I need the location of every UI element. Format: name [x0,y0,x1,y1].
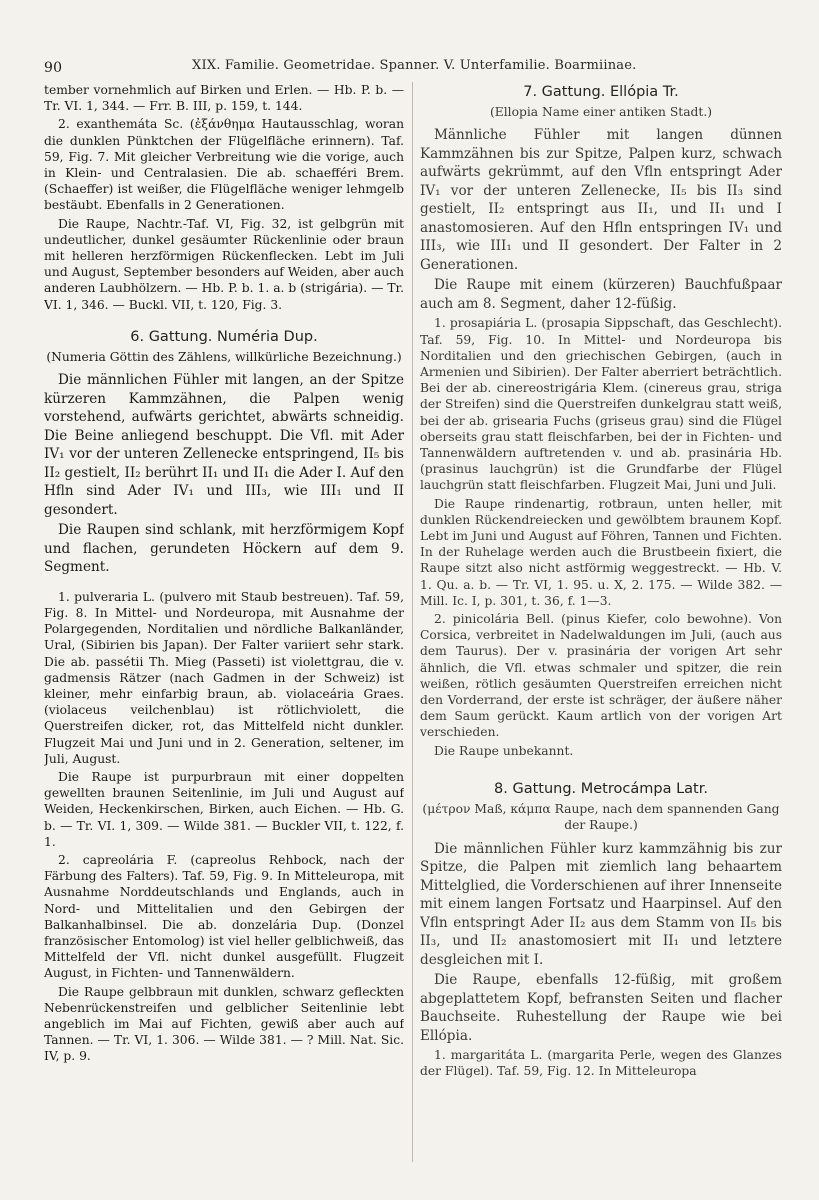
page-header [44,56,749,78]
paragraph: Die Raupe, Nachtr.-Taf. VI, Fig. 32, ist gelbgrün mit undeutlicher, dunkel gesäumter Rückenlinie oder braun mit helleren herzförmigen Rückenflecken. Lebt im Juli und August, September besonders auf Weiden, aber auch anderen Laubhölzern. — Hb. P. b. 1. a. b (strigária). — Tr. VI. 1, 346. — Buckl. VII, t. 120, Fig. 3. [44,216,404,312]
species-entry: 2. pinicolária Bell. (pinus Kiefer, colo bewohne). Von Corsica, verbreitet in Nadelwaldungen im Juli, (auch aus dem Taurus). Der v. prasinária der vorigen Art sehr ähnlich, die Vfl. etwas schmaler und spitzer, die rein weißen, rötlich gesäumten Querstreifen erreichen nicht den Vorderrand, der erste ist schräger, der äußere näher dem Saum gerückt. Kaum artlich von der vorigen Art verschieden. [420,612,782,740]
paragraph: Die Raupe, ebenfalls 12-füßig, mit großem abgeplattetem Kopf, befransten Seiten und flacher Bauchseite. Ruhestellung der Raupe wie bei Ellópia. [420,972,782,1044]
left-column [44,82,404,1162]
genus-heading: 7. Gattung. Ellópia Tr. [523,84,679,100]
species-entry: 1. pulveraria L. (pulvero mit Staub bestreuen). Taf. 59, Fig. 8. In Mittel- und Nordeuropa, mit Ausnahme der Polargegenden, Norditalien und nördliche Balkanländer, Ural, (Sibirien bis Japan). Der Falter variiert sehr stark. Die ab. passétii Th. Mieg (Passeti) ist violettgrau, die v. gadmensis Rätzer (nach Gadmen in der Schweiz) ist kleiner, mehr einfarbig braun, ab. violaceária Graes. (violaceus veilchenblau) ist rötlichviolett, die Querstreifen dicker, rot, das Mittelfeld nicht dunkler. Flugzeit Mai und Juni und in 2. Generation, seltener, im Juli, August. [44,589,404,766]
species-entry: 2. exanthemáta Sc. (ἐξάνθημα Hautausschlag, woran die dunklen Pünktchen der Flügelfläche erinnern). Taf. 59, Fig. 7. Mit gleicher Verbreitung wie die vorige, auch in Klein- und Centralasien. Die ab. schaefféri Brem. (Schaeffer) ist weißer, die Flügelfläche weniger lehmgelb bestäubt. Ebenfalls in 2 Generationen. [44,117,404,213]
right-column [420,82,782,1162]
paragraph: tember vornehmlich auf Birken und Erlen. — Hb. P. b. — Tr. VI. 1, 344. — Frr. B. III, p. 159, t. 144. [44,83,404,114]
paragraph: Die Raupe ist purpurbraun mit einer doppelten gewellten braunen Seitenlinie, im Juli und August auf Weiden, Heckenkirschen, Birken, auch Eichen. — Hb. G. b. — Tr. VI. 1, 309. — Wilde 381. — Buckler VII, t. 122, f. 1. [44,769,404,849]
paragraph: Männliche Fühler mit langen dünnen Kammzähnen bis zur Spitze, Palpen kurz, schwach aufwärts gekrümmt, auf den Vfln entspringt Ader IV₁ vor der unteren Zellenecke, II₅ bis II₃ sind gestielt, II₂ entspringt aus II₁, und II₁ und I anastomosieren. Auf den Hfln entspringen IV₁ und III₃, wie III₁ und II gesondert. Der Falter in 2 Generationen. [420,127,782,273]
column-divider [412,82,413,1162]
genus-etymology: (Numeria Göttin des Zählens, willkürliche Bezeichnung.) [46,350,402,365]
genus-heading: 6. Gattung. Numéria Dup. [130,328,318,345]
species-entry: 1. margaritáta L. (margarita Perle, wegen des Glanzes der Flügel). Taf. 59, Fig. 12. In Mitteleuropa [420,1048,782,1079]
genus-heading: 8. Gattung. Metrocámpa Latr. [494,780,708,797]
paragraph: Die männlichen Fühler mit langen, an der Spitze kürzeren Kammzähnen, die Palpen wenig vorstehend, aufwärts gerichtet, abwärts schneidig. Die Beine anliegend beschuppt. Die Vfl. mit Ader IV₁ vor der unteren Zellenecke entspringend, II₅ bis II₂ gestielt, II₂ berührt II₁ und II₁ die Ader I. Auf den Hfln sind Ader IV₁ und III₃, wie III₁ und II gesondert. [44,372,404,518]
running-title: XIX. Familie. Geometridae. Spanner. V. Unterfamilie. Boarmiinae. [192,58,637,73]
genus-etymology: (Ellopia Name einer antiken Stadt.) [489,105,713,120]
paragraph: Die Raupe gelbbraun mit dunklen, schwarz gefleckten Nebenrückenstreifen und gelblicher Seitenlinie lebt angeblich im Mai auf Fichten, gewiß aber auch auf Tannen. — Tr. VI, 1. 306. — Wilde 381. — ? Mill. Nat. Sic. IV, p. 9. [44,984,404,1064]
paragraph: Die Raupe mit einem (kürzeren) Bauchfußpaar auch am 8. Segment, daher 12-füßig. [420,277,782,312]
species-entry: 2. capreolária F. (capreolus Rehbock, nach der Färbung des Falters). Taf. 59, Fig. 9. In Mitteleuropa, mit Ausnahme Norddeutschlands und Englands, auch in Nord- und Mittelitalien und den Gebirgen der Balkanhalbinsel. Die ab. donzelária Dup. (Donzel französischer Entomolog) ist viel heller gelblichweiß, das Mittelfeld der Vfl. nicht dunkel ausgefüllt. Flugzeit August, in Fichten- und Tannenwäldern. [44,853,404,981]
page-number: 90 [44,60,63,76]
paragraph: Die Raupen sind schlank, mit herzförmigem Kopf und flachen, gerundeten Höckern auf dem 9. Segment. [44,522,404,576]
paragraph: Die männlichen Fühler kurz kammzähnig bis zur Spitze, die Palpen mit ziemlich lang behaartem Mittelglied, die Vorderschienen auf ihrer Innenseite mit einem langen Fortsatz und Haarpinsel. Auf den Vfln entspringt Ader II₂ aus dem Stamm von II₅ bis II₃, und II₂ anastomosiert mit II₁ und letztere desgleichen mit I. [420,840,782,968]
paragraph: Die Raupe unbekannt. [434,743,574,758]
genus-etymology: (μέτρον Maß, κάμπα Raupe, nach dem spannenden Gang der Raupe.) [422,802,780,833]
paragraph: Die Raupe rindenartig, rotbraun, unten heller, mit dunklen Rückendreiecken und gewölbtem braunem Kopf. Lebt im Juni und August auf Föhren, Tannen und Fichten. In der Ruhelage werden auch die Brustbeein fixiert, die Raupe sitzt also nicht astförmig weggestreckt. — Hb. V. 1. Qu. a. b. — Tr. VI, 1. 95. u. X, 2. 175. — Wilde 382. — Mill. Ic. I, p. 301, t. 36, f. 1—3. [420,496,782,608]
species-entry: 1. prosapiária L. (prosapia Sippschaft, das Geschlecht). Taf. 59, Fig. 10. In Mittel- und Nordeuropa bis Norditalien und den griechischen Gebirgen, (auch in Armenien und Sibirien). Der Falter aberriert beträchtlich. Bei der ab. cinereostrigária Klem. (cinereus grau, striga der Streifen) sind die Querstreifen dunkelgrau statt weiß, bei der ab. grisearia Fuchs (griseus grau) sind die Flügel oberseits grau statt fleischfarben, bei der in Fichten- und Tannenwäldern auftretenden v. und ab. prasinária Hb. (prasinus lauchgrün) ist die Grundfarbe der Flügel lauchgrün statt fleischfarben. Flugzeit Mai, Juni und Juli. [420,316,782,493]
